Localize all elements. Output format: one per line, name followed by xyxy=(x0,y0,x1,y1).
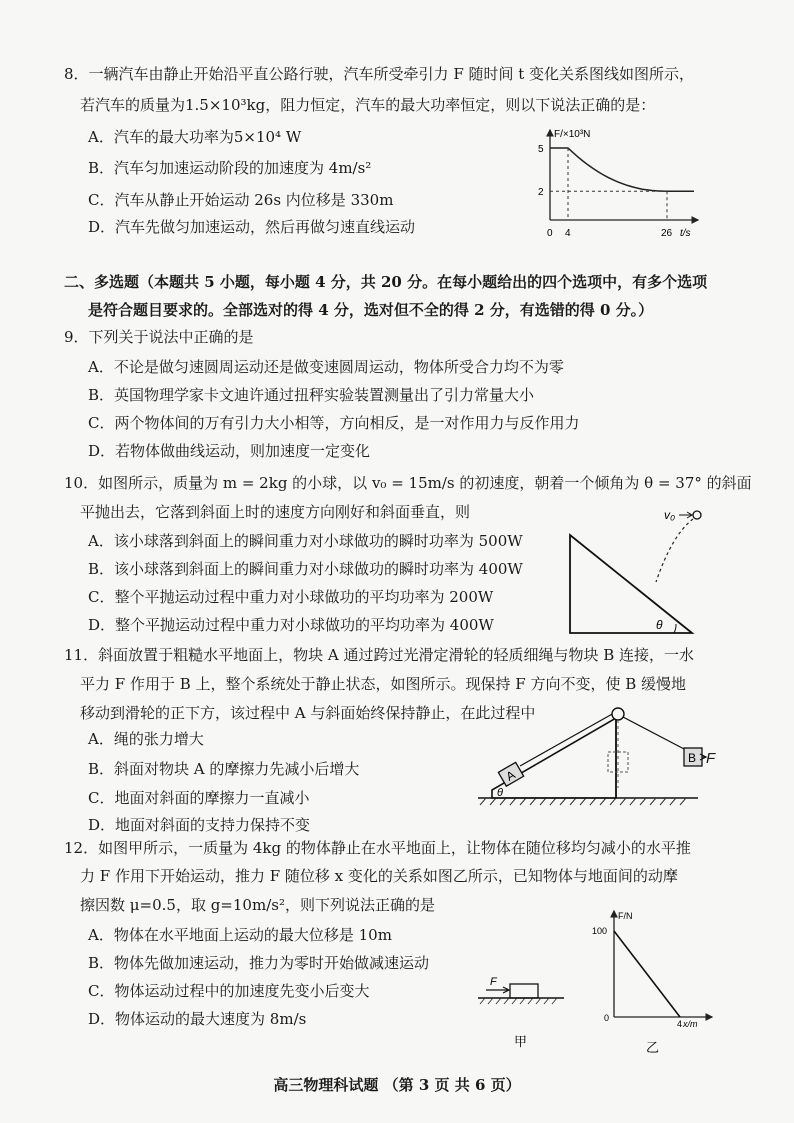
q11-incline xyxy=(492,718,616,798)
q11-force-arrowhead xyxy=(700,752,710,764)
q10-angle-arc xyxy=(674,624,676,633)
q12-yi-force-line xyxy=(614,931,680,1017)
q10-angle-label: θ xyxy=(656,618,663,632)
q10-option-a: A．该小球落到斜面上的瞬间重力对小球做功的瞬时功率为 500W xyxy=(88,532,523,550)
q11-pulley xyxy=(612,708,624,720)
page-footer: 高三物理科试题 （第 3 页 共 6 页） xyxy=(273,1076,521,1094)
q9-stem: 9．下列关于说法中正确的是 xyxy=(64,328,254,346)
q8-y-tick-5: 5 xyxy=(538,144,544,155)
q9-option-d: D．若物体做曲线运动，则加速度一定变化 xyxy=(88,442,371,460)
q8-x-tick-4: 4 xyxy=(565,228,571,239)
q8-stem-line2: 若汽车的质量为1.5×10³kg，阻力恒定，汽车的最大功率恒定，则以下说法正确的是： xyxy=(80,96,656,114)
q12-yi-y-axis-label: F/N xyxy=(618,911,633,921)
q9-option-c: C．两个物体间的万有引力大小相等，方向相反，是一对作用力与反作用力 xyxy=(88,414,580,432)
q12-figure-yi-graph xyxy=(590,905,720,1055)
q12-option-b: B．物体先做加速运动，推力为零时开始做减速运动 xyxy=(88,954,430,972)
q11-rope-incline xyxy=(520,713,614,766)
q8-option-b: B．汽车匀加速运动阶段的加速度为 4m/s² xyxy=(88,159,372,177)
q12-stem-line2: 力 F 作用下开始运动，推力 F 随位移 x 变化的关系如图乙所示，已知物体与地面间的动摩 xyxy=(80,867,678,885)
q12-jia-force-label: F xyxy=(490,976,497,988)
q8-origin-label: 0 xyxy=(547,228,553,239)
q10-v0-label: v₀ xyxy=(664,508,676,522)
q11-option-a: A．绳的张力增大 xyxy=(88,730,204,748)
q8-x-tick-26: 26 xyxy=(661,228,673,239)
q11-ground-hatch xyxy=(480,798,686,805)
q11-block-a-label: A xyxy=(503,767,518,784)
q10-incline-figure xyxy=(560,500,720,640)
q8-option-a: A．汽车的最大功率为5×10⁴ W xyxy=(88,128,302,146)
q12-stem-line1: 12．如图甲所示，一质量为 4kg 的物体静止在水平地面上，让物体在随位移均匀减小的水平推 xyxy=(64,839,691,857)
q10-stem-line1: 10．如图所示，质量为 m = 2kg 的小球，以 v₀ = 15m/s 的初速度，朝着一个倾角为 θ = 37° 的斜面 xyxy=(64,474,752,492)
q10-stem-line2: 平抛出去，它落到斜面上时的速度方向刚好和斜面垂直，则 xyxy=(80,503,471,521)
q10-trajectory xyxy=(656,519,693,582)
q8-option-d: D．汽车先做匀加速运动，然后再做匀速直线运动 xyxy=(88,218,416,236)
q8-force-curve xyxy=(550,148,694,191)
q10-option-c: C．整个平抛运动过程中重力对小球做功的平均功率为 200W xyxy=(88,588,494,606)
q10-ball xyxy=(693,511,701,519)
q10-incline-triangle xyxy=(570,535,692,633)
q12-option-c: C．物体运动过程中的加速度先变小后变大 xyxy=(88,982,370,1000)
q12-option-d: D．物体运动的最大速度为 8m/s xyxy=(88,1010,307,1028)
q8-y-tick-2: 2 xyxy=(538,187,544,199)
q12-figure-jia xyxy=(476,968,566,1048)
q9-option-b: B．英国物理学家卡文迪许通过扭秤实验装置测量出了引力常量大小 xyxy=(88,386,535,404)
q11-block-b-label: B xyxy=(688,751,697,765)
section2-header-line1: 二、多选题（本题共 5 小题，每小题 4 分，共 20 分。在每小题给出的四个选项中，有多个选项 xyxy=(64,273,708,291)
q9-option-a: A．不论是做匀速圆周运动还是做变速圆周运动，物体所受合力均不为零 xyxy=(88,358,564,376)
q12-yi-caption: 乙 xyxy=(646,1040,660,1055)
q11-pulley-figure xyxy=(470,700,710,810)
q11-option-c: C．地面对斜面的摩擦力一直减小 xyxy=(88,789,310,807)
q8-stem-line1: 8．一辆汽车由静止开始沿平直公路行驶，汽车所受牵引力 F 随时间 t 变化关系图线如图所示， xyxy=(64,65,695,83)
q11-stem-line2: 平力 F 作用于 B 上，整个系统处于静止状态，如图所示。现保持 F 方向不变，使 B 缓慢地 xyxy=(80,675,687,693)
q8-x-axis-label: t/s xyxy=(680,228,691,239)
q11-stem-line1: 11．斜面放置于粗糙水平地面上，物块 A 通过跨过光滑定滑轮的轻质细绳与物块 B 连接，一水 xyxy=(64,646,695,664)
q12-yi-origin-label: 0 xyxy=(604,1013,610,1023)
q11-rope-to-b xyxy=(623,717,686,750)
q10-option-b: B．该小球落到斜面上的瞬间重力对小球做功的瞬时功率为 400W xyxy=(88,560,523,578)
q11-angle-label: θ xyxy=(497,787,503,799)
q12-jia-caption: 甲 xyxy=(514,1034,528,1049)
section2-header-line2: 是符合题目要求的。全部选对的得 4 分，选对但不全的得 2 分，有选错的得 0 分。） xyxy=(88,301,654,319)
q12-jia-block xyxy=(510,984,538,998)
q11-stem-line3: 移动到滑轮的正下方，该过程中 A 与斜面始终保持静止，在此过程中 xyxy=(80,704,536,722)
q12-option-a: A．物体在水平地面上运动的最大位移是 10m xyxy=(88,926,392,944)
q8-y-axis-label: F/×10³N xyxy=(554,129,591,140)
q12-yi-y-tick-100: 100 xyxy=(592,926,608,936)
q11-block-a xyxy=(498,762,523,786)
q11-force-label: F xyxy=(706,750,716,767)
q12-yi-x-axis-label: x/m xyxy=(683,1019,698,1029)
q12-jia-hatch xyxy=(480,998,557,1004)
q12-stem-line3: 擦因数 μ=0.5，取 g=10m/s²，则下列说法正确的是 xyxy=(80,896,435,914)
q11-option-b: B．斜面对物块 A 的摩擦力先减小后增大 xyxy=(88,760,360,778)
q8-option-c: C．汽车从静止开始运动 26s 内位移是 330m xyxy=(88,191,394,209)
q10-option-d: D．整个平抛运动过程中重力对小球做功的平均功率为 400W xyxy=(88,616,494,634)
q12-yi-x-tick-4: 4 xyxy=(677,1019,683,1029)
q11-option-d: D．地面对斜面的支持力保持不变 xyxy=(88,816,311,834)
q8-force-time-graph xyxy=(530,125,710,243)
